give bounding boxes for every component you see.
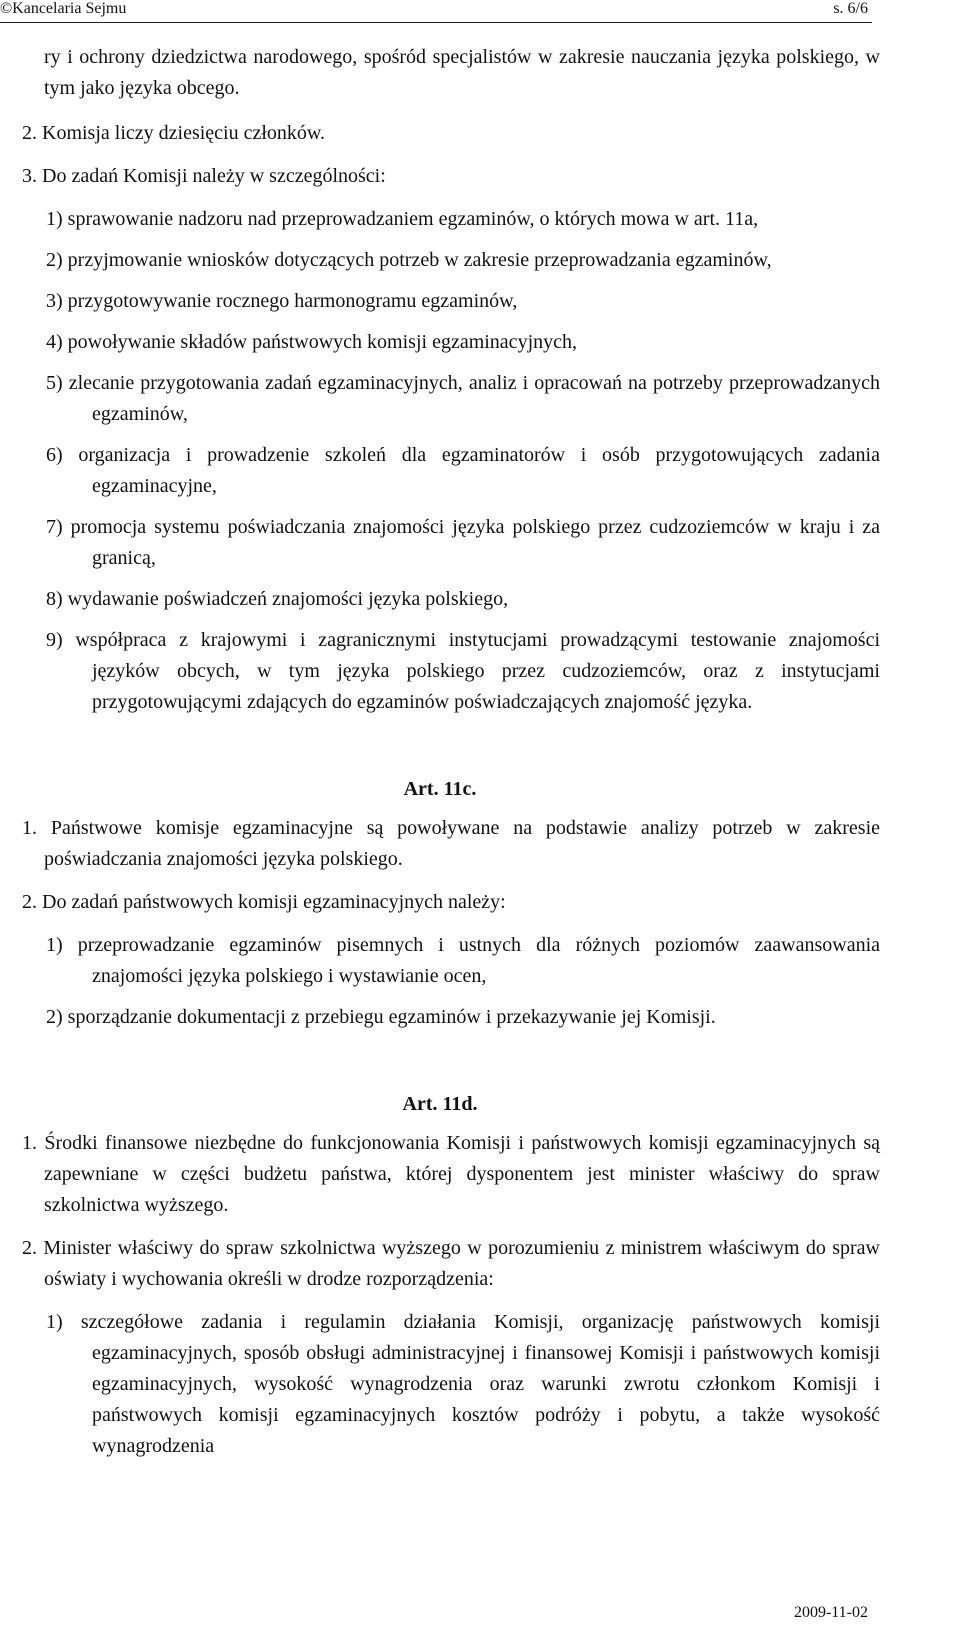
list-item: 7) promocja systemu poświadczania znajomości języka polskiego przez cudzoziemców w kraju i za granicą, <box>46 516 880 569</box>
list-item: 1) szczegółowe zadania i regulamin działania Komisji, organizację państwowych komisji egzaminacyjnych, sposób obsługi administracyjnej i finansowej Komisji i państwowych komisji egzaminacyjnych, wysokość wynagrodzenia oraz warunki zwrotu członkom Komisji i państwowych komisji egzaminacyjnych kosztów podróży i pobytu, a także wysokość wynagrodzenia <box>46 1311 880 1457</box>
document-body <box>0 42 880 1472</box>
list-item: 8) wydawanie poświadczeń znajomości języka polskiego, <box>46 588 509 610</box>
list-item: 5) zlecanie przygotowania zadań egzaminacyjnych, analiz i opracowań na potrzeby przeprowadzanych egzaminów, <box>46 372 880 425</box>
list-item: 4) powoływanie składów państwowych komisji egzaminacyjnych, <box>46 331 577 353</box>
art11d-paragraph-1: 1. Środki finansowe niezbędne do funkcjonowania Komisji i państwowych komisji egzaminacyjnych są zapewniane w części budżetu państwa, której dysponentem jest minister właściwy do spraw szkolnictwa wyższego. <box>22 1132 880 1216</box>
art11c-paragraph-1: 1. Państwowe komisje egzaminacyjne są powoływane na podstawie analizy potrzeb w zakresie poświadczania znajomości języka polskiego. <box>22 817 880 870</box>
list-item: 2) sporządzanie dokumentacji z przebiegu egzaminów i przekazywanie jej Komisji. <box>46 1006 716 1028</box>
list-item: 2) przyjmowanie wniosków dotyczących potrzeb w zakresie przeprowadzania egzaminów, <box>46 249 772 271</box>
article-title-11d: Art. 11d. <box>402 1093 478 1115</box>
page-number: s. 6/6 <box>833 0 868 17</box>
paragraph-3: 3. Do zadań Komisji należy w szczególności: <box>22 165 386 187</box>
list-item: 1) sprawowanie nadzoru nad przeprowadzaniem egzaminów, o których mowa w art. 11a, <box>46 208 759 230</box>
list-item: 1) przeprowadzanie egzaminów pisemnych i ustnych dla różnych poziomów zaawansowania znajomości języka polskiego i wystawianie ocen, <box>46 934 880 987</box>
art11c-paragraph-2: 2. Do zadań państwowych komisji egzaminacyjnych należy: <box>22 891 506 913</box>
article-title-11c: Art. 11c. <box>403 778 477 800</box>
list-item: 3) przygotowywanie rocznego harmonogramu egzaminów, <box>46 290 518 312</box>
paragraph-2: 2. Komisja liczy dziesięciu członków. <box>22 122 326 144</box>
list-item: 9) współpraca z krajowymi i zagranicznymi instytucjami prowadzącymi testowanie znajomości języków obcych, w tym języka polskiego przez cudzoziemców, oraz z instytucjami przygotowującymi zdających do egzaminów poświadczających znajomość języka. <box>46 629 880 713</box>
art11d-paragraph-2: 2. Minister właściwy do spraw szkolnictwa wyższego w porozumieniu z ministrem właściwym do spraw oświaty i wychowania określi w drodze rozporządzenia: <box>22 1237 880 1290</box>
header-source: ©Kancelaria Sejmu <box>0 0 127 17</box>
header-rule <box>0 22 872 23</box>
footer-date: 2009-11-02 <box>793 1604 868 1621</box>
continuation-paragraph: ry i ochrony dziedzictwa narodowego, spośród specjalistów w zakresie nauczania języka polskiego, w tym jako języka obcego. <box>44 46 880 99</box>
list-item: 6) organizacja i prowadzenie szkoleń dla egzaminatorów i osób przygotowujących zadania egzaminacyjne, <box>46 444 880 497</box>
